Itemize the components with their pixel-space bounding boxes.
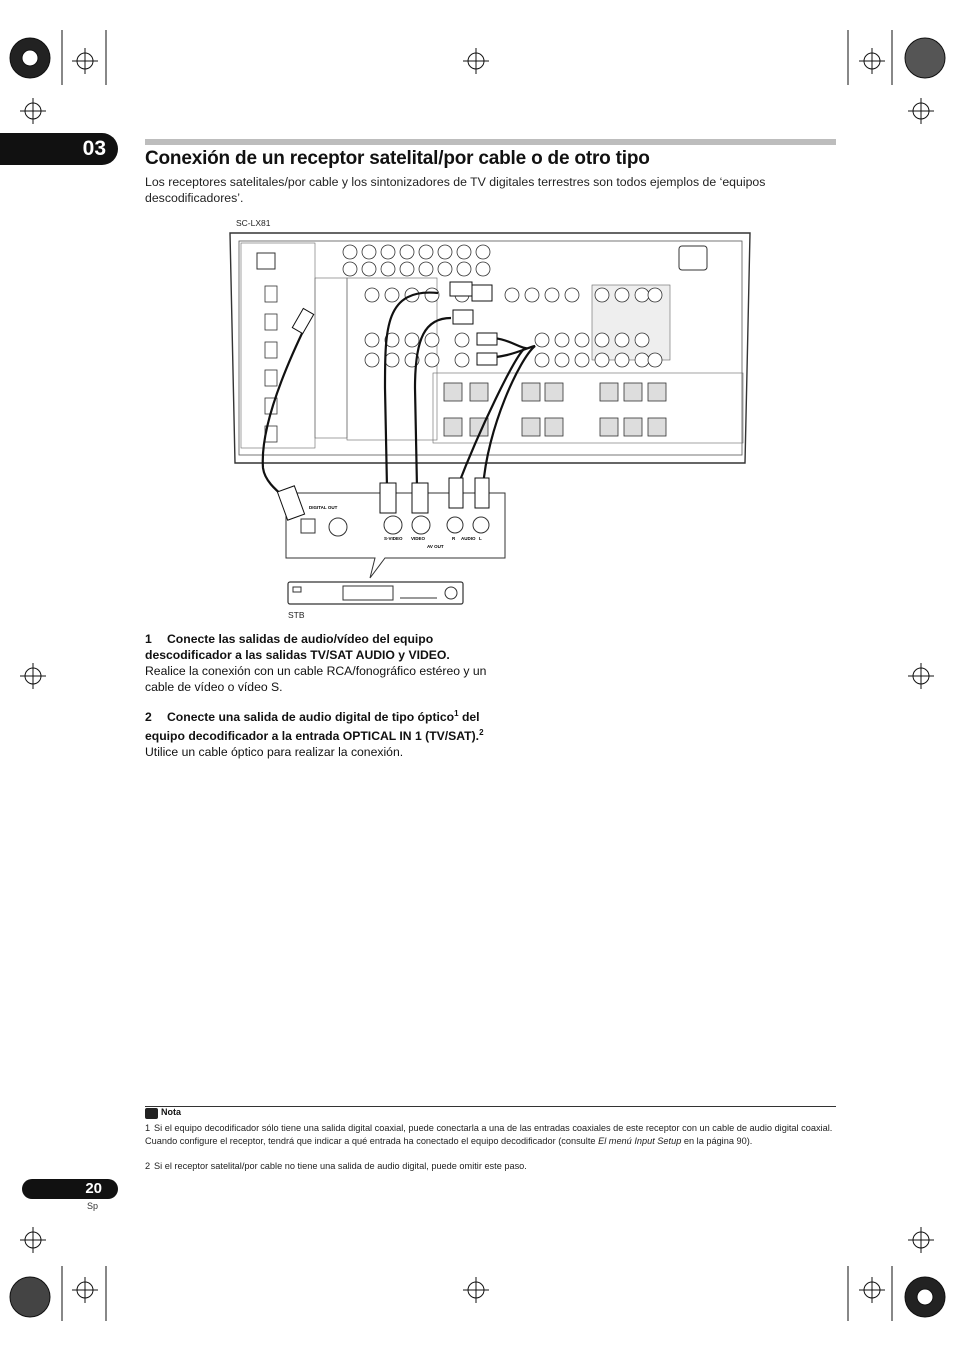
- digital-out-label: DIGITAL OUT: [309, 505, 338, 510]
- stb-label: STB: [288, 610, 305, 620]
- video-label: VIDEO: [411, 536, 426, 541]
- l-label: L: [479, 536, 482, 541]
- page-number-tab: [22, 1179, 118, 1199]
- step-2-heading-part2: del equipo decodificador a la entrada OPTICAL IN 1 (TV/SAT).: [145, 710, 480, 744]
- receiver-label: SC-LX81: [236, 218, 271, 228]
- step-1-heading: Conecte las salidas de audio/vídeo del equipo descodificador a las salidas TV/SAT AUDIO y VIDEO.: [145, 632, 450, 662]
- step-1-number: 1: [145, 632, 152, 646]
- page-number: 20: [85, 1180, 102, 1197]
- step-1-body: Realice la conexión con un cable RCA/fonográfico estéreo y un cable de vídeo o vídeo S.: [145, 664, 487, 694]
- step-2-body: Utilice un cable óptico para realizar la conexión.: [145, 745, 404, 760]
- step-2-number: 2: [145, 710, 152, 725]
- step-2-heading-part1: Conecte una salida de audio digital de tipo óptico: [167, 710, 455, 725]
- footnote-ref-1: 1: [454, 709, 459, 718]
- section-intro: Los receptores satelitales/por cable y los sintonizadores de TV digitales terrestres son todos ejemplos de ‘equipos descodificadores’.: [145, 175, 766, 205]
- pencil-icon: [145, 1108, 158, 1119]
- connection-diagram: [225, 228, 755, 612]
- s-video-label: S-VIDEO: [384, 536, 403, 541]
- note-2: 2 Si el receptor satelital/por cable no tiene una salida de audio digital, puede omitir este paso.: [145, 1161, 527, 1171]
- av-out-label: AV OUT: [427, 544, 444, 549]
- note-1: 1 Si el equipo decodificador sólo tiene una salida digital coaxial, puede conectarla a una de las entradas coaxiales de este receptor con un cable de audio digital coaxial. Cuando configure el receptor, tendrá que indicar a qué entrada ha conectado el equipo decodificador (consulte El menú Input Setup en la página 90).: [145, 1123, 833, 1146]
- section-title: Conexión de un receptor satelital/por cable o de otro tipo: [145, 148, 650, 169]
- r-label: R: [452, 536, 456, 541]
- step-1: [145, 631, 490, 695]
- audio-label: AUDIO: [461, 536, 476, 541]
- footnote-ref-2: 2: [479, 728, 484, 738]
- step-2: [145, 706, 490, 760]
- chapter-tab: [0, 133, 118, 165]
- notes-title: Nota: [161, 1107, 181, 1117]
- notes-rule: [145, 1106, 836, 1107]
- chapter-number: 03: [82, 137, 106, 160]
- language-code: Sp: [87, 1201, 99, 1211]
- header-rule: [145, 139, 836, 145]
